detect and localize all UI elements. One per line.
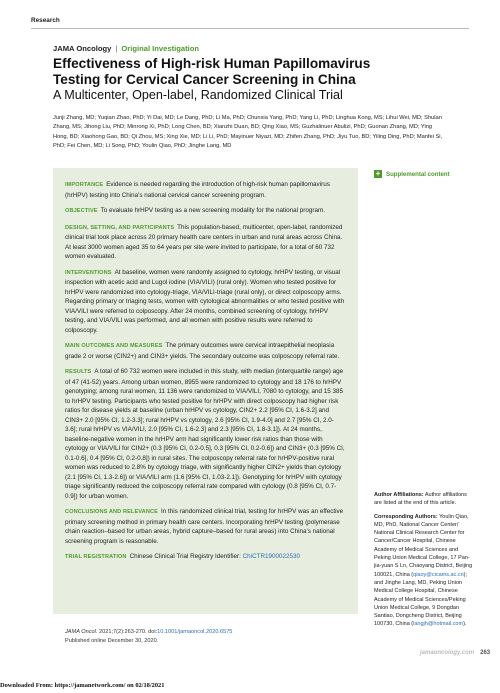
article-subtitle: A Multicenter, Open-label, Randomized Clinical Trial [53,88,343,102]
email-link-1[interactable]: qiaoy@cicams.ac.cn [413,571,464,578]
abstract-importance [65,180,346,200]
affiliations-column [374,491,474,634]
supplemental-content-link[interactable] [374,170,450,178]
registration-text: Chinese Clinical Trial Registry Identifier: [129,553,241,560]
abstract-design [65,223,346,262]
abstract-registration [65,552,346,563]
email-link-2[interactable]: langjh@hotmail.com [413,621,464,628]
page-number: 263 [480,650,491,656]
corresponding-text-1: Youlin Qiao, MD, PhD, National Cancer Center/ National Clinical Research Center for Cancer/Cancer Hospital, Chinese Academy of Medical Sciences and Peking Union Medical College, 17 Pan-jia-yuan S Ln, Chaoyang District, Beijing 100021, China ( [374,513,473,578]
corresponding-label: Corresponding Authors: [374,513,438,520]
abstract-conclusions [65,507,346,546]
objective-text: To evaluate hrHPV testing as a new screening modality for the national program. [100,207,325,214]
article-type: Original Investigation [121,44,199,53]
abstract-objective [65,206,346,217]
journal-line [53,44,199,53]
site-name: jamaoncology.com [420,650,475,656]
conclusions-text: In this randomized clinical trial, testing for hrHPV was an effective primary screening method in primary health care centers. Incorporating hrHPV testing (polymerase chain reaction–based for urban areas, hybrid capture–based for rural areas) into China's national screening program is reasonable. [65,508,344,545]
header-divider [31,28,469,29]
corresponding-end: ). [463,621,467,628]
citation-line [65,628,365,637]
abstract-outcomes [65,341,346,361]
abstract-interventions [65,268,346,336]
conclusions-label: CONCLUSIONS AND RELEVANCE [65,509,158,515]
citation-ref: 2021;7(2):263-270. doi: [99,629,158,635]
design-label: DESIGN, SETTING, AND PARTICIPANTS [65,224,175,231]
citation-journal: JAMA Oncol. [65,629,98,635]
interventions-label: INTERVENTIONS [65,269,112,276]
page-footer [420,650,490,656]
results-label: RESULTS [65,369,92,375]
corresponding-text-2: ); and Jinghe Lang, MD, Peking Union Medical College Hospital, Chinese Academy of Medical Sciences/Peking Union Medical College, 9 Dongdan Santiao, Dongcheng District, Beijing 100730, China ( [374,571,468,628]
citation-block [65,628,365,645]
objective-label: OBJECTIVE [65,208,98,214]
affiliations-text: Author affiliations are listed at the end of this article. [374,492,467,507]
supplemental-label: Supplemental content [386,170,450,178]
outcomes-label: MAIN OUTCOMES AND MEASURES [65,343,163,349]
registration-link[interactable]: ChiCTR1900022530 [242,553,301,560]
plus-icon: + [375,169,381,178]
author-list: Junji Zhang, MD; Yuqian Zhao, PhD; Yi Dai, MD; Le Dang, PhD; Li Ma, PhD; Chunxia Yang, PhD; Yang Li, PhD; Linghua Kong, MS; Lihui Wei, MD; Shulan Zhang, MS; Jihong Liu, PhD; Minrong Xi, PhD; Long Chen, BD; Xianzhi Duan, BD; Qing Xiao, MS; Guzhalinuer Abulizi, PhD; Guonan Zhang, MD; Ying Hong, BD; Xiaohong Gao, BD; Qi Zhou, MS; Xing Xie, MD; Li Li, PhD; Mayinuer Niyazi, MD; Zhifen Zhang, PhD; Jiyu Tuo, BD; Yiling Ding, PhD; Manfei Si, PhD; Fei Chen, MD; Li Song, PhD; Youlin Qiao, PhD; Jinghe Lang, MD [53,115,443,150]
corresponding-authors [374,513,474,629]
article-title: Effectiveness of High-risk Human Papillomavirus Testing for Cervical Cancer Screening in China [53,56,371,87]
published-date: Published online December 30, 2020. [65,637,159,644]
registration-label: TRIAL REGISTRATION [65,554,127,560]
download-note: Downloaded From: https://jamanetwork.com/ on 02/18/2021 [0,682,165,689]
importance-label: IMPORTANCE [65,182,104,188]
journal-name: JAMA Oncology [53,44,112,53]
abstract-box [53,168,358,614]
abstract-results [65,367,346,501]
section-label: Research [31,17,60,24]
outcomes-text: The primary outcomes were cervical intraepithelial neoplasia grade 2 or worse (CIN2+) and CIN3+ yields. The secondary outcome was colposcopy referral rate. [65,342,340,360]
doi-link[interactable]: 10.1001/jamaoncol.2020.6575 [157,629,233,635]
design-text: This population-based, multicenter, open-label, randomized clinical trial took place across 20 primary health care centers in urban and rural areas across China. At least 3000 women aged 35 to 64 years per site were invited to participate, for a total of 60 732 women evaluated. [65,223,343,260]
affiliations-label: Author Affiliations: [374,492,424,498]
results-text: A total of 60 732 women were included in this study, with median (interquartile range) age of 47 (41-52) years. Among urban women, 8955 were randomized to cytology and 18 176 to hrHPV genotyping; among rural women, 11 136 were randomized to VIA/VILI, 7080 to cytology, and 15 385 to hrHPV testing. Participants who tested positive for hrHPV with direct colposcopy had higher risk ratios for disease yields at baseline (urban hrHPV vs cytology, CIN2+ 2.2 [95% CI, 1.6-3.2] and CIN3+ 2.0 [95% CI, 1.2-3.3]; rural hrHPV vs cytology, 2.6 [95% CI, 1.9-4.0] and 2.7 [95% CI, 2.0-3.6]; rural hrHPV vs VIA/VILI, 2.0 [95% CI, 1.6-2.3] and 2.3 [95% CI, 1.8-3.1]). At 24 months, baseline-negative women in the hrHPV arm had significantly lower risk ratios than those with cytology or VIA/VILI for CIN2+ (0.3 [95% CI, 0.2-0.5], 0.3 [95% CI, 0.2-0.6]) and CIN3+ (0.3 [95% CI, 0.1-0.6], 0.4 [95% CI, 0.2-0.8]) in rural sites. The colposcopy referral rate for hrHPV-positive rural women was reduced to 2.8% by cytology triage, with significantly higher CIN2+ yields than cytology (2.1 [95% CI, 1.3-2.6]) or VIA/VILI arm (1.6 [95% CI, 1.03-2.1]). Genotyping for hrHPV with cytology triage significantly reduced the colposcopy referral rate compared with cytology (0.8 [95% CI, 0.7-0.9]) for urban women. [65,368,345,500]
journal-separator: | [115,44,118,53]
importance-text: Evidence is needed regarding the introduction of high-risk human papillomavirus (hrHPV) testing into China's national cervical cancer screening program. [65,181,330,199]
author-affiliations [374,491,474,508]
interventions-text: At baseline, women were randomly assigned to cytology, hrHPV testing, or visual inspection with acetic acid and Lugol iodine (VIA/VILI) (rural only). Women who tested positive for hrHPV were randomized into cytology-triage, VIA/VILI-triage (rural only), or direct colposcopy arms. Regarding primary or triaging tests, women with cytological abnormalities or who tested positive with VIA/VILI were referred to colposcopy. After 24 months, combined screening of cytology, hrHPV testing, and VIA/VILI was performed, and all women with positive results were referred to colposcopy. [65,268,345,334]
